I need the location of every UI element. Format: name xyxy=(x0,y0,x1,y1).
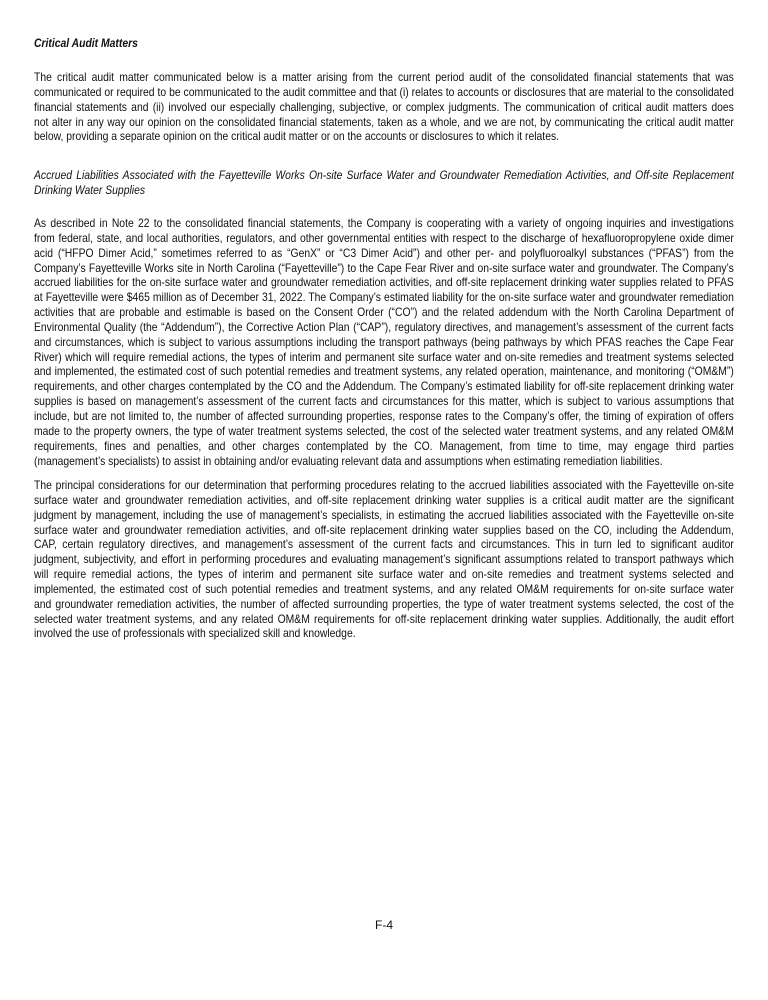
text-line: As described in Note 22 to the consolidated financial statements, the Company is cooperating with a variety of ongoing inquiries and investigations xyxy=(34,216,734,230)
text-line: accrued liabilities for the on-site surface water and groundwater remediation activities, and off-site replacement drinking water supplies related to PFAS xyxy=(34,275,734,290)
text-line: CAP, certain regulatory directives, and management’s assessment of the current facts and circumstances. This in turn led to significant auditor xyxy=(34,537,734,552)
text-line: River) which will require remedial actions, the types of interim and permanent site surface water and on-site remedies and treatment systems selected xyxy=(34,349,734,364)
text-line: requirements, and other charges contemplated by the CO and the Addendum. The Company’s estimated liability for off-site replacement drinking water xyxy=(34,379,734,394)
section-title-text: Critical Audit Matters xyxy=(34,36,138,50)
text-line: involved the use of professionals with specialized skill and knowledge. xyxy=(34,626,356,641)
text-line: Environmental Quality (the “Addendum”), the Corrective Action Plan (“CAP”), regulatory directives, and management’s assessment of the current facts xyxy=(34,319,734,334)
text-line: and implemented, the estimated cost of such potential remedies and treatment systems, any related operation, maintenance, and monitoring (“OM&M”) xyxy=(34,364,734,379)
text-line: will require remedial actions, the types of interim and permanent site surface water and on-site remedies and treatment systems selected and xyxy=(34,567,734,582)
intro-paragraph xyxy=(34,70,734,144)
text-line: Company’s Fayetteville Works site in North Carolina (“Fayetteville”) to the Cape Fear River and on-site surface water and groundwater. The Company’s xyxy=(34,260,734,275)
matter-heading xyxy=(34,168,734,198)
text-line: implemented, the estimated cost of such potential remedies and treatment systems, and any related OM&M requirements for on-site surface water xyxy=(34,581,734,596)
considerations-paragraph xyxy=(34,478,734,641)
description-paragraph xyxy=(34,216,734,468)
text-line: The critical audit matter communicated below is a matter arising from the current period audit of the consolidated financial statements that was xyxy=(34,70,734,84)
text-line: Drinking Water Supplies xyxy=(34,182,146,197)
text-line: from federal, state, and local authorities, regulators, and other governmental entities with respect to the discharge of hexafluoropropylene oxide dimer xyxy=(34,230,734,245)
text-line: at Fayetteville were $465 million as of December 31, 2022. The Company’s estimated liability for the on-site surface water and groundwater remediation xyxy=(34,290,734,305)
text-line: (management’s specialists) to assist in obtaining and/or evaluating relevant data and assumptions when estimating remediation liabilities. xyxy=(34,453,663,468)
text-line: judgment, subjectivity, and effort in performing procedures and evaluating management’s significant assumptions related to transport pathways which xyxy=(34,552,734,567)
text-line: made to the property owners, the type of water treatment systems selected, the cost of the selected water treatment systems, and any related OM&M xyxy=(34,423,734,438)
page-number: F-4 xyxy=(375,918,393,932)
text-line: The principal considerations for our determination that performing procedures relating to the accrued liabilities associated with the Fayetteville on-site xyxy=(34,478,734,492)
text-line: not alter in any way our opinion on the consolidated financial statements, taken as a whole, and we are not, by communicating the critical audit matter xyxy=(34,114,734,129)
text-line: and circumstances, which is subject to various assumptions including the transport pathways (being pathways by which PFAS reaches the Cape Fear xyxy=(34,334,734,349)
text-line: surface water and groundwater remediation activities, and off-site replacement drinking water supplies is a critical audit matter are the significant xyxy=(34,492,734,507)
text-line: surface water and groundwater remediation activities, and off-site replacement drinking water supplies based on the CO, including the Addendum, xyxy=(34,522,734,537)
text-line: acid (“HFPO Dimer Acid,” sometimes referred to as “GenX” or “C3 Dimer Acid”) and other per- and polyfluoroalkyl substances (“PFAS”) from the xyxy=(34,245,734,260)
text-line: selected water treatment systems, and any related OM&M requirements for off-site replacement drinking water supplies. Additionally, the audit effort xyxy=(34,611,734,626)
text-line: communicated or required to be communicated to the audit committee and that (i) relates to accounts or disclosures that are material to the consolidated xyxy=(34,84,734,99)
section-title xyxy=(34,36,734,51)
text-line: below, providing a separate opinion on the critical audit matter or on the accounts or disclosures to which it relates. xyxy=(34,129,560,144)
text-line: supplies is based on management’s assessment of the current facts and circumstances for this matter, which is subject to various assumptions that xyxy=(34,394,734,409)
text-line: and groundwater remediation activities, the number of affected surrounding properties, the type of water treatment systems selected, the cost of the xyxy=(34,596,734,611)
text-line: activities that are probable and estimable is based on the Consent Order (“CO”) and the related addendum with the North Carolina Department of xyxy=(34,305,734,320)
text-line: financial statements and (ii) involved our especially challenging, subjective, or complex judgments. The communication of critical audit matters does xyxy=(34,99,734,114)
text-line: include, but are not limited to, the number of affected surrounding properties, response rates to the Company’s offer, the timing of expiration of offers xyxy=(34,408,734,423)
text-line: Accrued Liabilities Associated with the Fayetteville Works On-site Surface Water and Groundwater Remediation Activities, and Off-site Replacement xyxy=(34,168,734,182)
text-line: judgment by management, including the use of management’s specialists, in estimating the accrued liabilities associated with the Fayetteville on-site xyxy=(34,507,734,522)
text-line: requirements, fines and penalties, and other charges contemplated by the CO. Management, from time to time, may engage third parties xyxy=(34,438,734,453)
